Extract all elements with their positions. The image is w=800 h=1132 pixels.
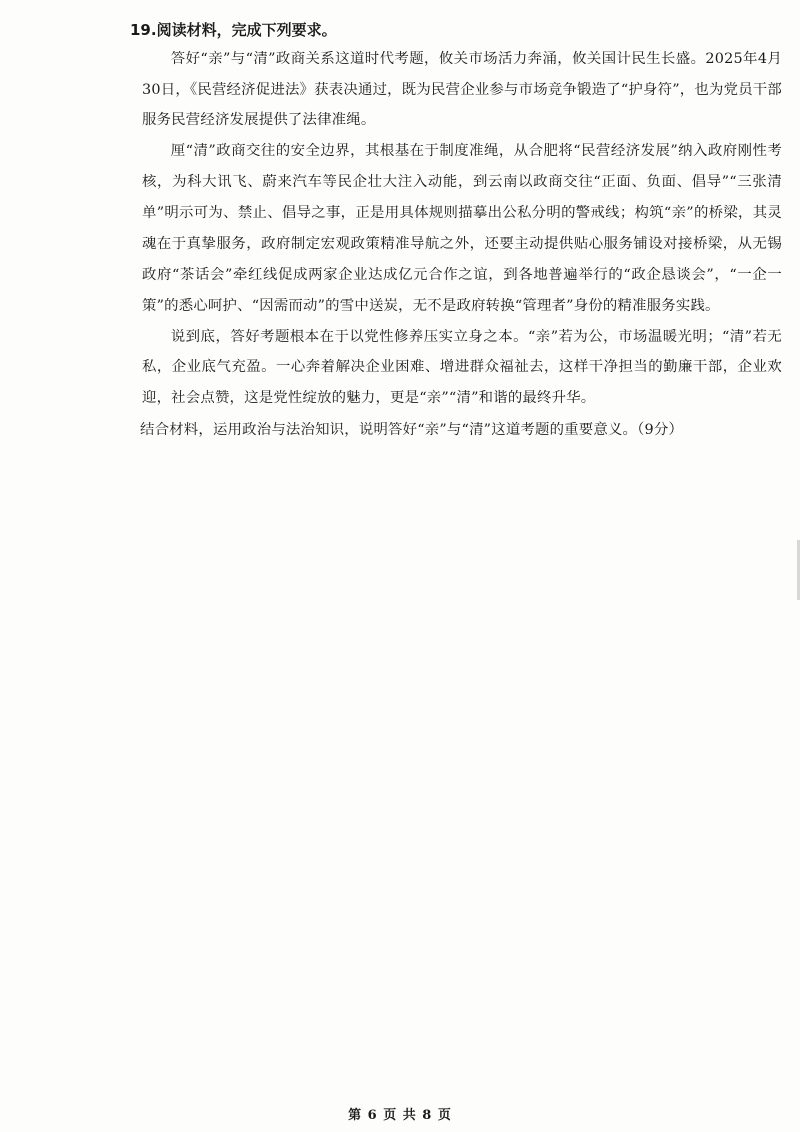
question-task: 结合材料，运用政治与法治知识，说明答好“亲”与“清”这道考题的重要意义。（9分）	[140, 422, 684, 438]
material-paragraph-3: 说到底，答好考题根本在于以党性修养压实立身之本。“亲”若为公，市场温暖光明；“清”若无私，企业底气充盈。一心奔着解决企业困难、增进群众福祉去，这样干净担当的勤廉干部，企业欢迎，社会点赞，这是党性绽放的魅力，更是“亲”“清”和谐的最终升华。	[142, 328, 782, 406]
material-paragraph-2: 厘“清”政商交往的安全边界，其根基在于制度准绳，从合肥将“民营经济发展”纳入政府刚性考核，为科大讯飞、蔚来汽车等民企壮大注入动能，到云南以政商交往“正面、负面、倡导”“三张清单”明示可为、禁止、倡导之事，正是用具体规则描摹出公私分明的警戒线；构筑“亲”的桥梁，其灵魂在于真挚服务，政府制定宏观政策精准导航之外，还要主动提供贴心服务铺设对接桥梁，从无锡政府“茶话会”牵红线促成两家企业达成亿元合作之谊，到各地普遍举行的“政企恳谈会”，“一企一策”的悉心呵护、“因需而动”的雪中送炭，无不是政府转换“管理者”身份的精准服务实践。	[142, 142, 782, 314]
material-paragraph-1: 答好“亲”与“清”政商关系这道时代考题，攸关市场活力奔涌，攸关国计民生长盛。2025年4月30日，《民营经济促进法》获表决通过，既为民营企业参与市场竞争锻造了“护身符”，也为党员干部服务民营经济发展提供了法律准绳。	[142, 51, 782, 128]
page-number: 第 6 页 共 8 页	[348, 1108, 452, 1123]
question-title: 19.阅读材料，完成下列要求。	[130, 21, 337, 39]
question-19	[130, 18, 782, 445]
